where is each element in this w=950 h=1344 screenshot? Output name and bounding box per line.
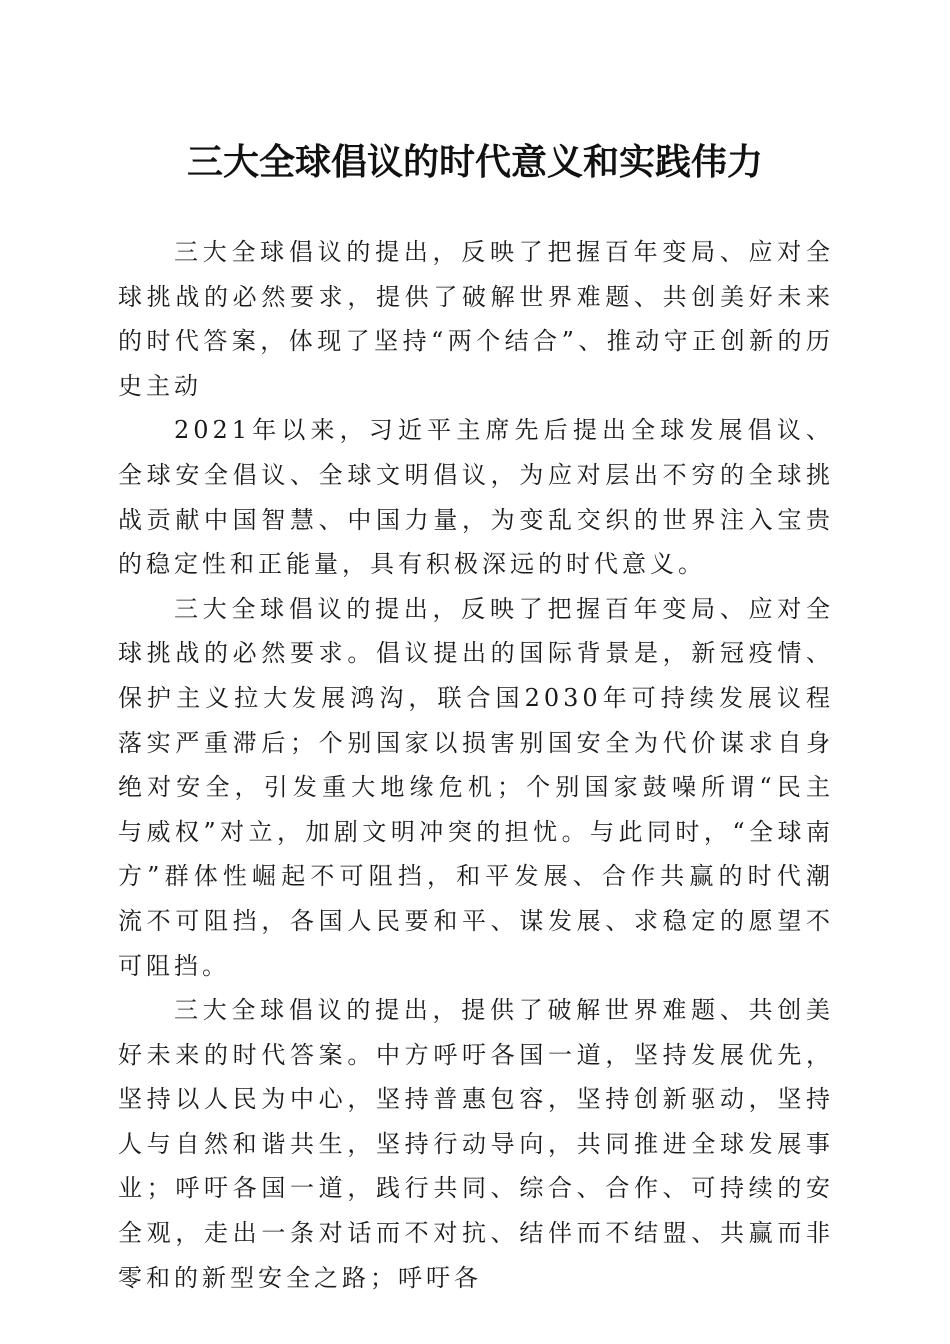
paragraph-4: 三大全球倡议的提出，提供了破解世界难题、共创美好未来的时代答案。中方呼吁各国一道，坚持发展优先，坚持以人民为中心，坚持普惠包容，坚持创新驱动，坚持人与自然和谐共生，坚持行动导向，共同推进全球发展事业；呼吁各国一道，践行共同、综合、合作、可持续的安全观，走出一条对话而不对抗、结伴而不结盟、共赢而非零和的新型安全之路；呼吁各 — [118, 996, 834, 1292]
paragraph-3: 三大全球倡议的提出，反映了把握百年变局、应对全球挑战的必然要求。倡议提出的国际背景是，新冠疫情、保护主义拉大发展鸿沟，联合国2030年可持续发展议程落实严重滞后；个别国家以损害别国安全为代价谋求自身绝对安全，引发重大地缘危机；个别国家鼓噪所谓“民主与威权”对立，加剧文明冲突的担忧。与此同时，“全球南方”群体性崛起不可阻挡，和平发展、合作共赢的时代潮流不可阻挡，各国人民要和平、谋发展、求稳定的愿望不可阻挡。 — [118, 594, 834, 980]
paragraph-2: 2021年以来，习近平主席先后提出全球发展倡议、全球安全倡议、全球文明倡议，为应对层出不穷的全球挑战贡献中国智慧、中国力量，为变乱交织的世界注入宝贵的稳定性和正能量，具有积极深远的时代意义。 — [118, 416, 834, 579]
document-title: 三大全球倡议的时代意义和实践伟力 — [186, 141, 763, 183]
document-body — [118, 230, 834, 1300]
paragraph-1: 三大全球倡议的提出，反映了把握百年变局、应对全球挑战的必然要求，提供了破解世界难题、共创美好未来的时代答案，体现了坚持“两个结合”、推动守正创新的历史主动 — [118, 238, 834, 400]
